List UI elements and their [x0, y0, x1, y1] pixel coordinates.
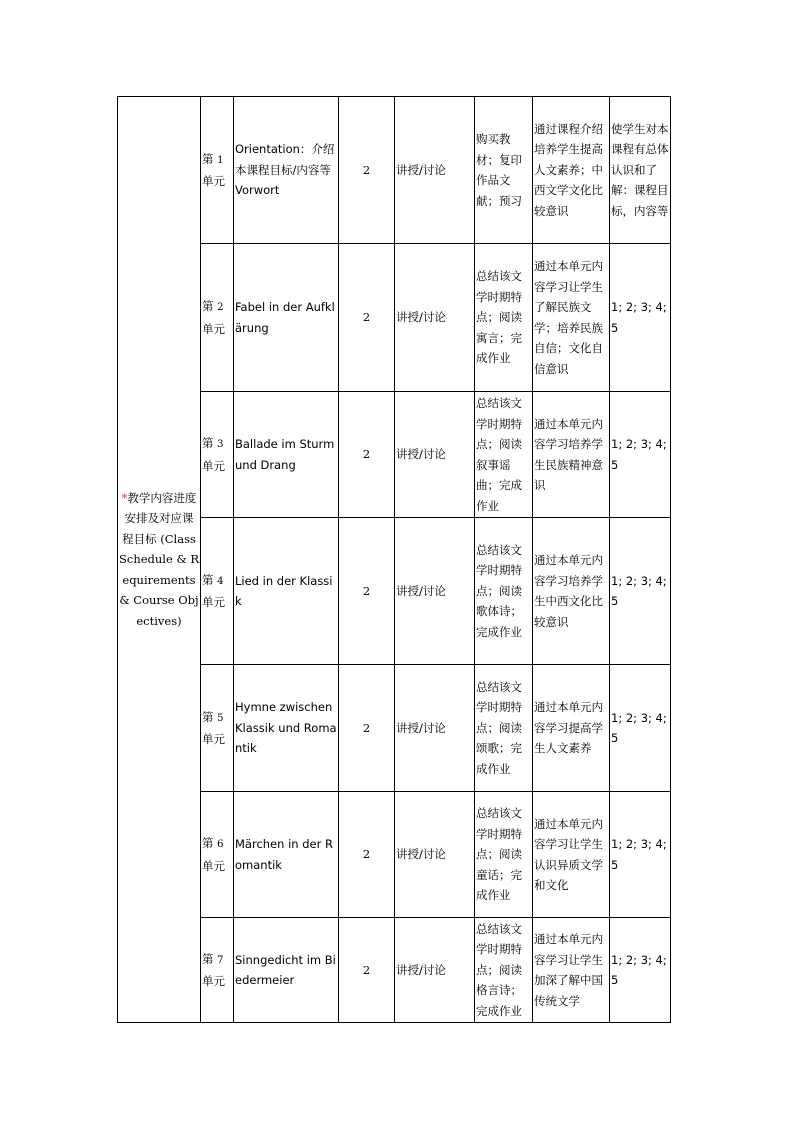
- table-row: [118, 244, 671, 392]
- goal-cell: 通过本单元内容学习让学生加深了解中国传统文学: [533, 918, 610, 1023]
- topic-cell: Sinngedicht im Biedermeier: [234, 918, 339, 1023]
- assignment-cell: 总结该文学时期特点；阅读寓言；完成作业: [475, 244, 533, 392]
- unit-cell: 第 7 单元: [201, 918, 234, 1023]
- section-label-text: 教学内容进度安排及对应课程目标 (Class Schedule & Requirements & Course Objectives): [119, 490, 199, 628]
- objective-cell: 1; 2; 3; 4; 5: [610, 392, 671, 518]
- method-cell: 讲授/讨论: [395, 665, 475, 792]
- goal-cell: 通过本单元内容学习让学生了解民族文学；培养民族自信；文化自信意识: [533, 244, 610, 392]
- topic-cell: Orientation：介绍本课程目标/内容等 Vorwort: [234, 97, 339, 244]
- objective-cell: 1; 2; 3; 4; 5: [610, 518, 671, 665]
- topic-cell: Hymne zwischen Klassik und Romantik: [234, 665, 339, 792]
- required-asterisk: *: [121, 490, 128, 505]
- assignment-cell: 总结该文学时期特点；阅读格言诗；完成作业: [475, 918, 533, 1023]
- topic-cell: Märchen in der Romantik: [234, 792, 339, 918]
- method-cell: 讲授/讨论: [395, 918, 475, 1023]
- assignment-cell: 总结该文学时期特点；阅读童话；完成作业: [475, 792, 533, 918]
- unit-cell: 第 4 单元: [201, 518, 234, 665]
- topic-cell: Lied in der Klassik: [234, 518, 339, 665]
- table-row: [118, 918, 671, 1023]
- objective-cell: 1; 2; 3; 4; 5: [610, 665, 671, 792]
- course-schedule-table: [117, 96, 671, 1023]
- method-cell: 讲授/讨论: [395, 392, 475, 518]
- schedule-body: [118, 97, 671, 1023]
- goal-cell: 通过本单元内容学习培养学生中西文化比较意识: [533, 518, 610, 665]
- table-row: [118, 97, 671, 244]
- objective-cell: 1; 2; 3; 4; 5: [610, 792, 671, 918]
- objective-cell: 1; 2; 3; 4; 5: [610, 244, 671, 392]
- objective-cell: 1; 2; 3; 4; 5: [610, 918, 671, 1023]
- section-label: [118, 97, 201, 1023]
- hours-cell: 2: [339, 792, 395, 918]
- hours-cell: 2: [339, 392, 395, 518]
- goal-cell: 通过本单元内容学习培养学生民族精神意识: [533, 392, 610, 518]
- table-row: [118, 518, 671, 665]
- goal-cell: 通过本单元内容学习提高学生人文素养: [533, 665, 610, 792]
- method-cell: 讲授/讨论: [395, 518, 475, 665]
- topic-cell: Ballade im Sturm und Drang: [234, 392, 339, 518]
- assignment-cell: 购买教材；复印作品文献；预习: [475, 97, 533, 244]
- unit-cell: 第 5 单元: [201, 665, 234, 792]
- assignment-cell: 总结该文学时期特点；阅读颂歌；完成作业: [475, 665, 533, 792]
- hours-cell: 2: [339, 665, 395, 792]
- assignment-cell: 总结该文学时期特点；阅读叙事谣曲；完成作业: [475, 392, 533, 518]
- method-cell: 讲授/讨论: [395, 97, 475, 244]
- goal-cell: 通过本单元内容学习让学生认识异质文学和文化: [533, 792, 610, 918]
- unit-cell: 第 2 单元: [201, 244, 234, 392]
- unit-cell: 第 6 单元: [201, 792, 234, 918]
- objective-cell: 使学生对本课程有总体认识和了解：课程目标，内容等: [610, 97, 671, 244]
- unit-cell: 第 3 单元: [201, 392, 234, 518]
- hours-cell: 2: [339, 518, 395, 665]
- hours-cell: 2: [339, 97, 395, 244]
- table-row: [118, 392, 671, 518]
- topic-cell: Fabel in der Aufklärung: [234, 244, 339, 392]
- method-cell: 讲授/讨论: [395, 244, 475, 392]
- table-row: [118, 792, 671, 918]
- hours-cell: 2: [339, 918, 395, 1023]
- method-cell: 讲授/讨论: [395, 792, 475, 918]
- hours-cell: 2: [339, 244, 395, 392]
- table-row: [118, 665, 671, 792]
- goal-cell: 通过课程介绍培养学生提高人文素养；中西文学文化比较意识: [533, 97, 610, 244]
- assignment-cell: 总结该文学时期特点；阅读歌体诗；完成作业: [475, 518, 533, 665]
- unit-cell: 第 1 单元: [201, 97, 234, 244]
